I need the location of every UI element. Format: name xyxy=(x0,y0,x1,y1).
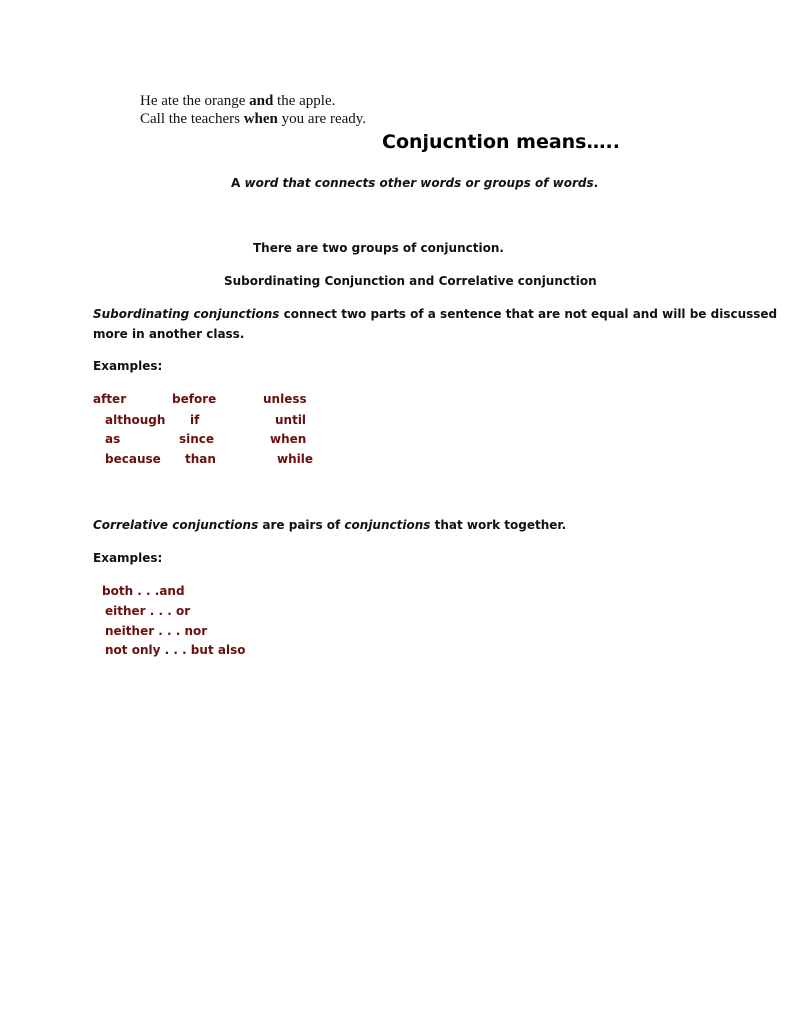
definition xyxy=(231,177,598,189)
list-item: because xyxy=(105,452,161,466)
definition-end: . xyxy=(593,176,599,190)
example-sentence-text: you are ready. xyxy=(277,111,367,127)
list-item: both . . .and xyxy=(102,584,185,598)
example-sentence-2 xyxy=(140,112,366,127)
subordinating-text: connect two parts of a sentence that are not equal and will be discussed xyxy=(279,307,778,321)
list-item: not only . . . but also xyxy=(105,643,246,657)
definition-text: word that connects other words or groups of words xyxy=(244,176,594,190)
list-item: than xyxy=(185,452,216,466)
examples-label: Examples: xyxy=(93,359,163,373)
conjunction-highlight: and xyxy=(249,93,274,109)
list-item: after xyxy=(93,392,127,406)
list-item: if xyxy=(190,413,200,427)
list-item: while xyxy=(277,452,313,466)
example-sentence-text: Call the teachers xyxy=(140,111,244,127)
list-item: since xyxy=(179,432,215,446)
conjunction-highlight: when xyxy=(243,111,278,127)
example-sentence-text: He ate the orange xyxy=(140,93,250,109)
example-sentence-1 xyxy=(140,94,335,109)
subordinating-paragraph-line1 xyxy=(93,308,777,320)
groups-names: Subordinating Conjunction and Correlative conjunction xyxy=(224,274,597,288)
list-item: although xyxy=(105,413,166,427)
correlative-text: are pairs of xyxy=(258,518,345,532)
list-item: before xyxy=(172,392,217,406)
page-title: Conjucntion means….. xyxy=(382,131,620,153)
list-item: when xyxy=(270,432,307,446)
list-item: unless xyxy=(263,392,307,406)
definition-article: A xyxy=(231,176,241,190)
subordinating-paragraph-line2: more in another class. xyxy=(93,327,245,341)
list-item: neither . . . nor xyxy=(105,624,208,638)
list-item: until xyxy=(275,413,307,427)
example-sentence-text: the apple. xyxy=(273,93,336,109)
list-item: either . . . or xyxy=(105,604,191,618)
correlative-text-end: that work together. xyxy=(430,518,567,532)
correlative-paragraph xyxy=(93,519,566,531)
groups-intro: There are two groups of conjunction. xyxy=(253,241,504,255)
list-item: as xyxy=(105,432,121,446)
subordinating-term: Subordinating conjunctions xyxy=(93,307,280,321)
correlative-term: Correlative conjunctions xyxy=(93,518,259,532)
correlative-term-2: conjunctions xyxy=(344,518,431,532)
examples-label-2: Examples: xyxy=(93,551,163,565)
